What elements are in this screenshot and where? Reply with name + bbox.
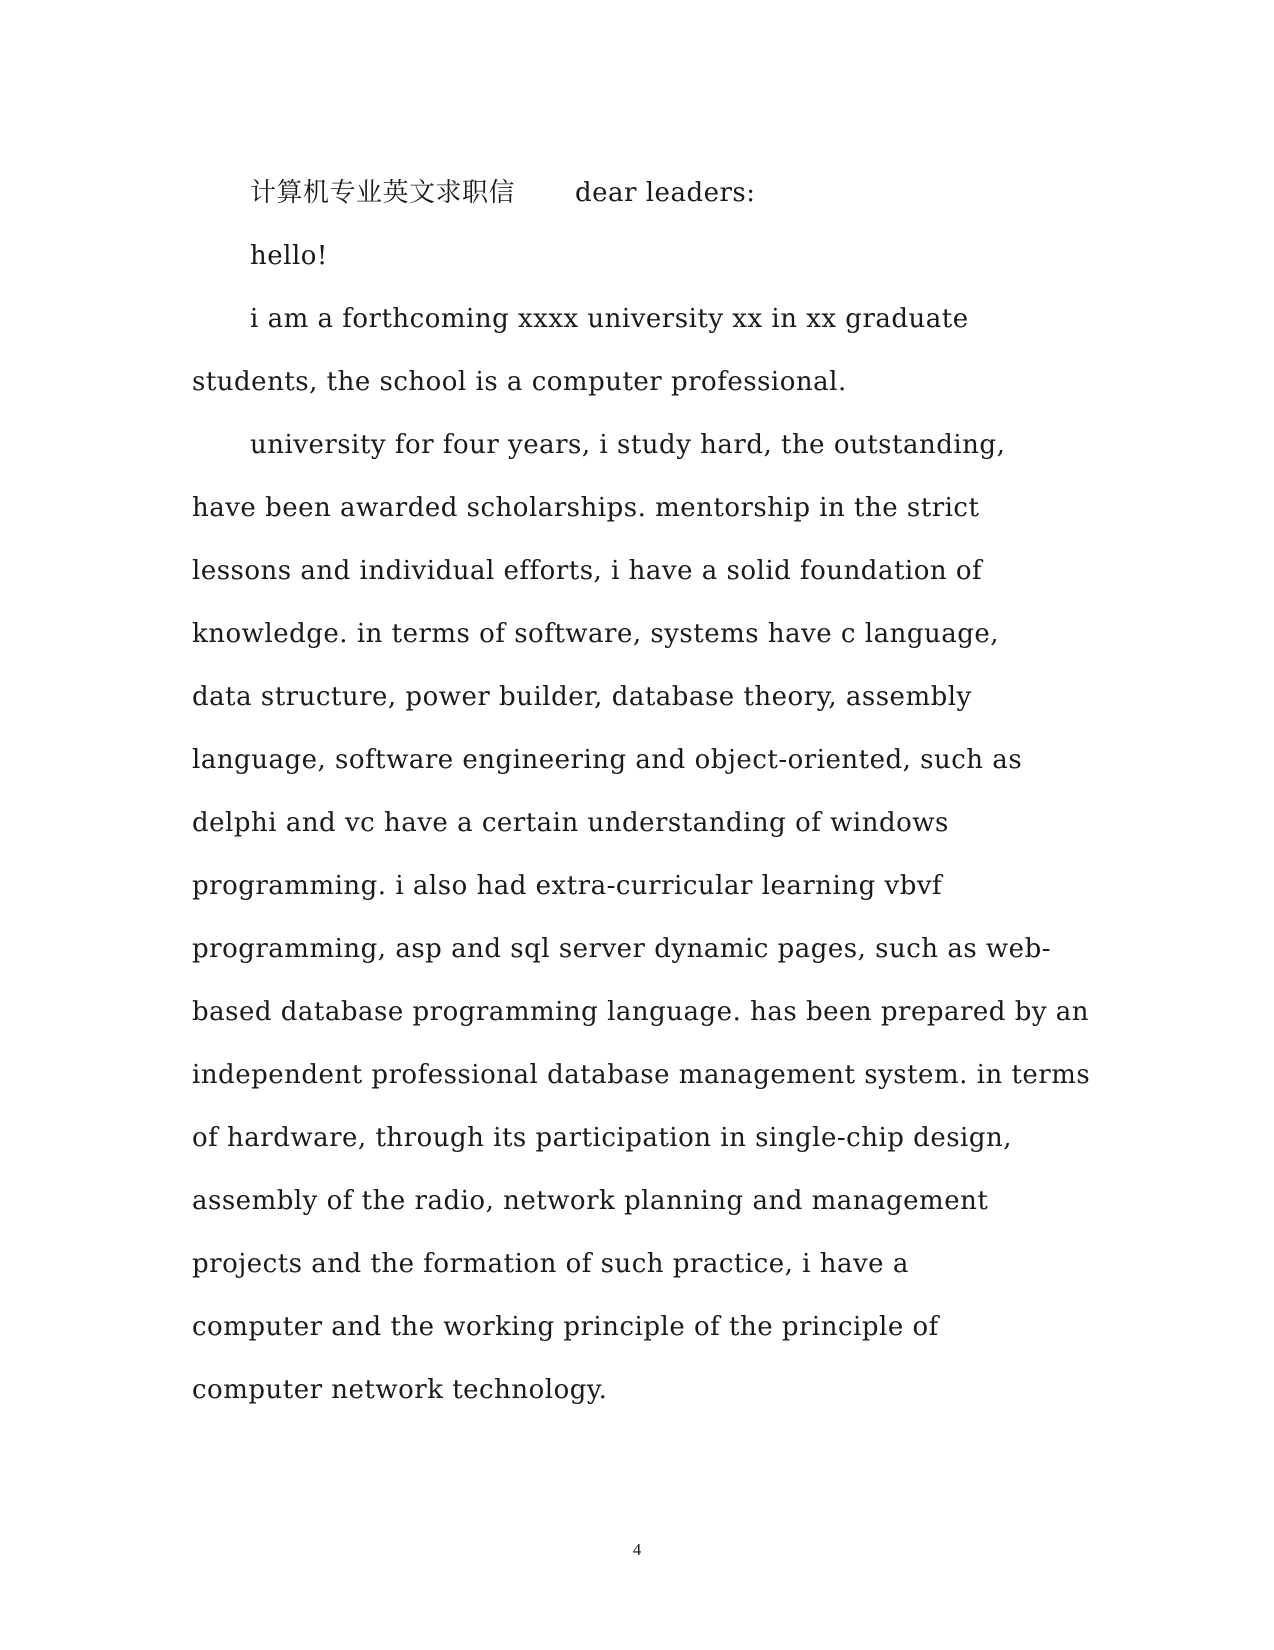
body-line: i am a forthcoming xxxx university xx in xx graduate [250, 304, 969, 334]
body-line: delphi and vc have a certain understanding of windows [192, 808, 949, 838]
document-title: 计算机专业英文求职信 [250, 178, 516, 208]
body-line: students, the school is a computer professional. [192, 367, 847, 397]
body-line: of hardware, through its participation in single-chip design, [192, 1123, 1013, 1153]
page-number: 4 [632, 1540, 642, 1559]
body-line: university for four years, i study hard, the outstanding, [250, 430, 1006, 460]
body-line: based database programming language. has been prepared by an [192, 997, 1090, 1027]
greeting: hello! [250, 241, 328, 271]
body-line: knowledge. in terms of software, systems have c language, [192, 619, 1000, 649]
body-line: data structure, power builder, database theory, assembly [192, 682, 972, 712]
body-line: computer network technology. [192, 1375, 608, 1405]
body-line: programming, asp and sql server dynamic pages, such as web- [192, 934, 1051, 964]
body-line: independent professional database management system. in terms [192, 1060, 1091, 1090]
body-line: programming. i also had extra-curricular learning vbvf [192, 871, 943, 901]
body-line: projects and the formation of such practice, i have a [192, 1249, 909, 1279]
body-line: lessons and individual efforts, i have a solid foundation of [192, 556, 983, 586]
body-line: computer and the working principle of the principle of [192, 1312, 939, 1342]
heading-line [250, 178, 756, 208]
salutation: dear leaders: [575, 178, 756, 208]
body-line: assembly of the radio, network planning and management [192, 1186, 989, 1216]
body-line: have been awarded scholarships. mentorship in the strict [192, 493, 980, 523]
body-line: language, software engineering and object-oriented, such as [192, 745, 1023, 775]
